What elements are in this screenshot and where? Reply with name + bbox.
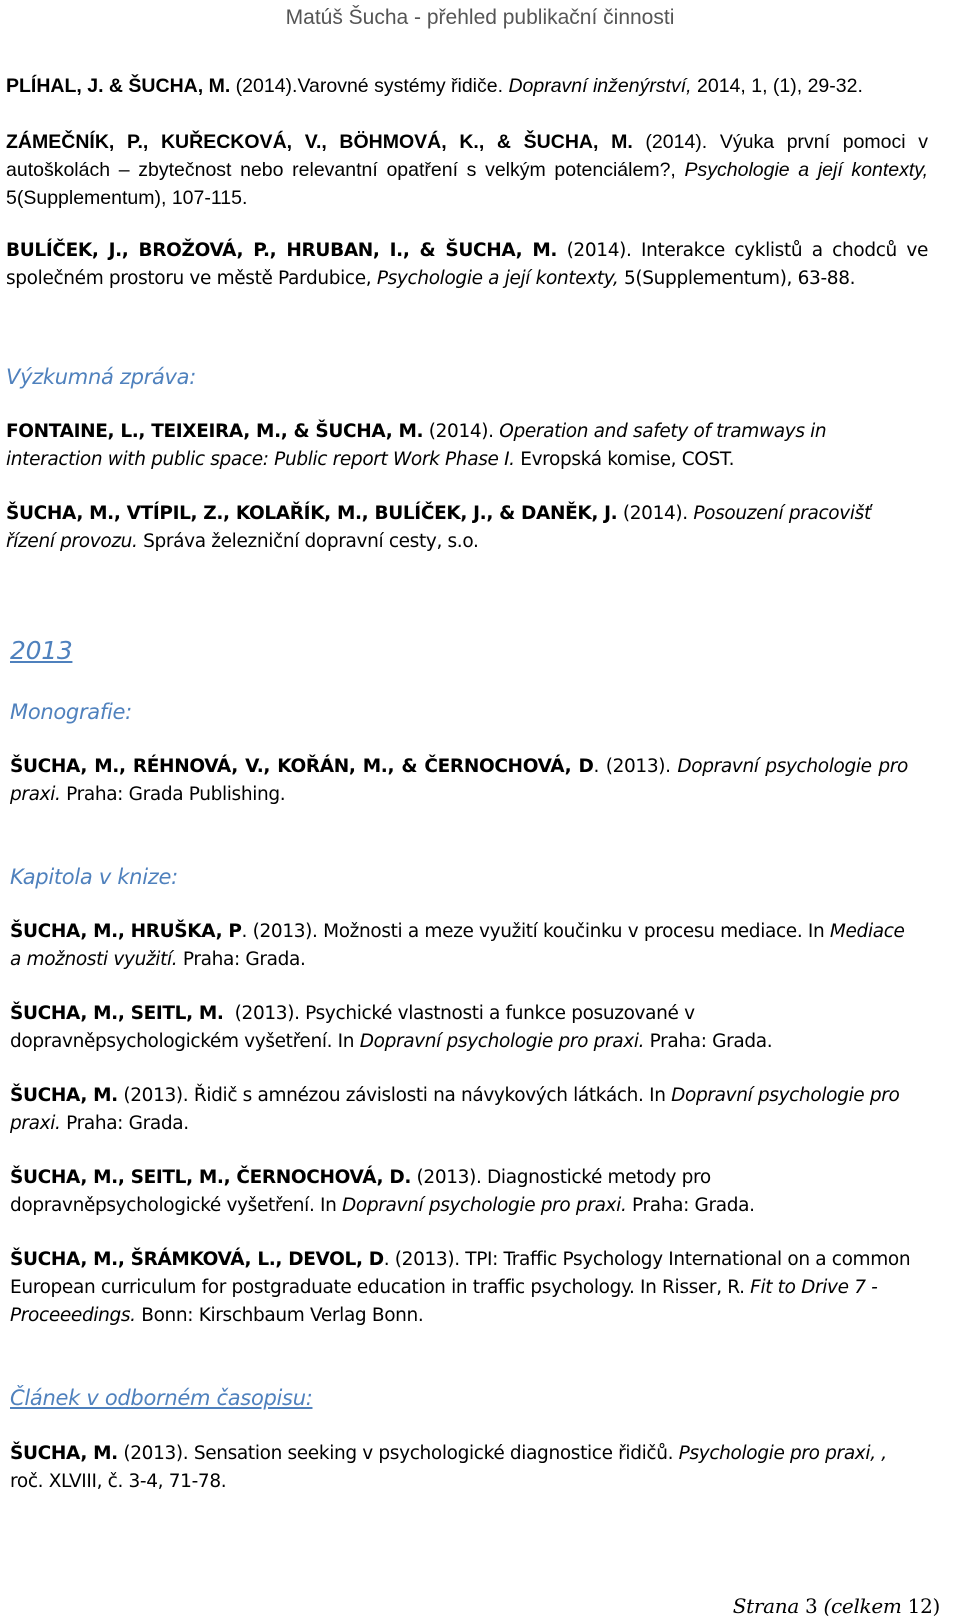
entry-authors: ŠUCHA, M., RÉHNOVÁ, V., KOŘÁN, M., & ČERNOCHOVÁ, D	[10, 756, 594, 777]
footer-page-number: 3	[805, 1594, 818, 1618]
entry-authors: ZÁMEČNÍK, P., KUŘECKOVÁ, V., BÖHMOVÁ, K., & ŠUCHA, M.	[6, 131, 633, 153]
entry-chapter-hruska: ŠUCHA, M., HRUŠKA, P. (2013). Možnosti a meze využití koučinku v procesu mediace. In Mediace a možnosti využití. Praha: Grada.	[10, 921, 905, 970]
entry-authors: ŠUCHA, M., HRUŠKA, P	[10, 921, 242, 942]
heading-monograph: Monografie:	[10, 700, 132, 724]
entry-chapter-ridic: ŠUCHA, M. (2013). Řidič s amnézou závislosti na návykových látkách. In Dopravní psychologie pro praxi. Praha: Grada.	[10, 1085, 900, 1134]
heading-book-chapter: Kapitola v knize:	[10, 865, 178, 889]
page-header: Matúš Šucha - přehled publikační činnosti	[285, 6, 675, 29]
page-footer	[733, 1594, 940, 1618]
entry-monograph: ŠUCHA, M., RÉHNOVÁ, V., KOŘÁN, M., & ČERNOCHOVÁ, D. (2013). Dopravní psychologie pro praxi. Praha: Grada Publishing.	[10, 756, 908, 805]
entry-authors: ŠUCHA, M., SEITL, M.	[10, 1003, 224, 1024]
entry-authors: ŠUCHA, M., VTÍPIL, Z., KOLAŘÍK, M., BULÍČEK, J., & DANĚK, J.	[6, 503, 618, 524]
entry-authors: BULÍČEK, J., BROŽOVÁ, P., HRUBAN, I., & ŠUCHA, M.	[6, 240, 558, 261]
heading-journal-article: Článek v odborném časopisu:	[10, 1386, 313, 1410]
footer-label-celkem: (celkem	[823, 1594, 902, 1618]
entry-authors: ŠUCHA, M.	[10, 1085, 118, 1106]
entry-article-sensation: ŠUCHA, M. (2013). Sensation seeking v psychologické diagnostice řidičů. Psychologie pro praxi, , roč. XLVIII, č. 3-4, 71-78.	[10, 1443, 887, 1492]
footer-total-pages: 12)	[907, 1594, 940, 1618]
entry-authors: ŠUCHA, M., ŠRÁMKOVÁ, L., DEVOL, D	[10, 1249, 384, 1270]
year-heading-2013: 2013	[10, 636, 73, 665]
heading-research-report: Výzkumná zpráva:	[6, 365, 197, 389]
entry-authors: ŠUCHA, M.	[10, 1443, 118, 1464]
entry-authors: PLÍHAL, J. & ŠUCHA, M.	[6, 75, 231, 97]
entry-chapter-seitl: ŠUCHA, M., SEITL, M. (2013). Psychické vlastnosti a funkce posuzované v dopravněpsychologickém vyšetření. In Dopravní psychologie pro praxi. Praha: Grada.	[10, 1003, 773, 1052]
entry-bulicek-2014: BULÍČEK, J., BROŽOVÁ, P., HRUBAN, I., & ŠUCHA, M. (2014). Interakce cyklistů a chodců ve společném prostoru ve městě Pardubice, Psychologie a její kontexty, 5(Supplementum), 63-88.	[6, 240, 928, 289]
entry-zamecnik-2014: ZÁMEČNÍK, P., KUŘECKOVÁ, V., BÖHMOVÁ, K., & ŠUCHA, M. (2014). Výuka první pomoci v autoškolách – zbytečnost nebo relevantní opatření s velkým potenciálem?, Psychologie a její kontexty, 5(Supplementum), 107-115.	[6, 131, 928, 209]
entry-plihal-2014: PLÍHAL, J. & ŠUCHA, M. (2014).Varovné systémy řidiče. Dopravní inženýrství, 2014, 1, (1), 29-32.	[6, 75, 863, 97]
entry-sucha-vtipil-2014: ŠUCHA, M., VTÍPIL, Z., KOLAŘÍK, M., BULÍČEK, J., & DANĚK, J. (2014). Posouzení pracovišť řízení provozu. Správa železniční dopravní cesty, s.o.	[6, 503, 871, 552]
entry-authors: ŠUCHA, M., SEITL, M., ČERNOCHOVÁ, D.	[10, 1167, 412, 1188]
entry-chapter-tpi: ŠUCHA, M., ŠRÁMKOVÁ, L., DEVOL, D. (2013). TPI: Traffic Psychology International on a common European curriculum for postgraduate education in traffic psychology. In Risser, R. Fit to Drive 7 - Proceeedings. Bonn: Kirschbaum Verlag Bonn.	[10, 1249, 911, 1326]
entry-fontaine-2014: FONTAINE, L., TEIXEIRA, M., & ŠUCHA, M. (2014). Operation and safety of tramways in interaction with public space: Public report Work Phase I. Evropská komise, COST.	[6, 421, 827, 470]
entry-authors: FONTAINE, L., TEIXEIRA, M., & ŠUCHA, M.	[6, 421, 424, 442]
entry-chapter-diagnosticke: ŠUCHA, M., SEITL, M., ČERNOCHOVÁ, D. (2013). Diagnostické metody pro dopravněpsychologické vyšetření. In Dopravní psychologie pro praxi. Praha: Grada.	[10, 1167, 755, 1216]
footer-label-strana: Strana	[732, 1594, 799, 1618]
